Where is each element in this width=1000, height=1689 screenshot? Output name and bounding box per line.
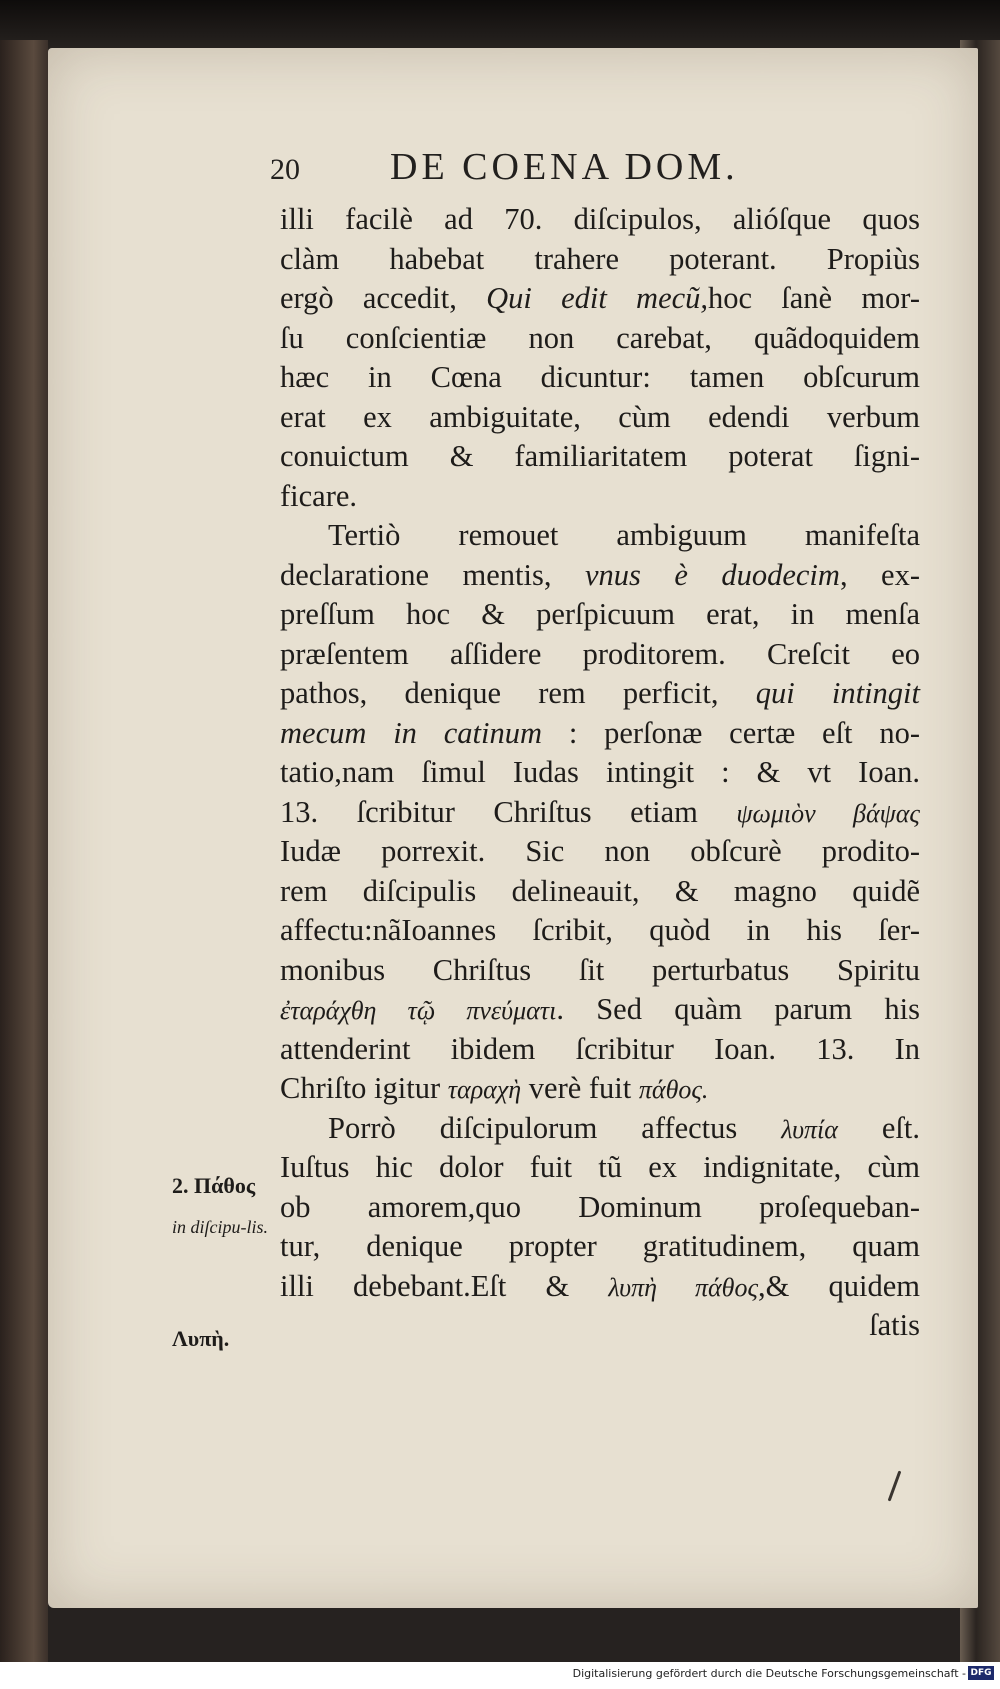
text-line: illi facilè ad 70. diſcipulos, alióſque quos (280, 202, 920, 236)
text-line (280, 279, 920, 319)
body-text (280, 200, 920, 1346)
text-line (280, 1069, 920, 1109)
text-segment: : perſonæ certæ eſt no- (542, 715, 920, 750)
text-line (280, 714, 920, 754)
dfg-logo-icon: DFG (968, 1666, 994, 1680)
text-segment: Chriſto igitur (280, 1071, 448, 1105)
text-line: hæc in Cœna dicuntur: tamen obſcurum (280, 360, 920, 394)
text-segment: ,& quidem (758, 1268, 920, 1303)
margin-note: 2. Πάθος (172, 1173, 256, 1198)
text-line (280, 1109, 920, 1149)
page-header (270, 145, 830, 195)
text-line: ob amorem,quo Dominum proſequeban- (280, 1189, 920, 1224)
text-line: ficare. (280, 478, 358, 513)
text-line: attenderint ibidem ſcribitur Ioan. 13. In (280, 1031, 920, 1066)
greek-phrase: λυπία (781, 1114, 838, 1144)
text-segment: ergò accedit, (280, 281, 487, 315)
greek-phrase: λυπὴ πάθος (608, 1272, 759, 1302)
text-line: ſu conſcientiæ non carebat, quãdoquidem (280, 320, 920, 355)
text-line: præſentem aſſidere proditorem. Creſcit eo (280, 636, 920, 671)
text-line: monibus Chriſtus ſit perturbatus Spiritu (280, 952, 920, 987)
text-line (280, 990, 920, 1030)
text-segment: , ex- (839, 557, 920, 592)
text-segment: illi debebant.Eſt & (280, 1268, 609, 1303)
running-title: DE COENA DOM. (390, 146, 739, 188)
greek-phrase: ψωμιὸν βάψας (736, 798, 920, 828)
text-line: Tertiò remouet ambiguum manifeſta (328, 518, 920, 552)
italic-phrase: qui intingit (755, 676, 920, 710)
text-segment: Porrò diſcipulorum affectus (328, 1110, 782, 1145)
text-line: erat ex ambiguitate, cùm edendi verbum (280, 399, 920, 434)
footer-bar (0, 1662, 1000, 1689)
text-segment: eſt. (837, 1110, 920, 1145)
text-line: preſſum hoc & perſpicuum erat, in menſa (280, 597, 920, 631)
book-left-edge (0, 40, 48, 1662)
text-line (280, 556, 920, 596)
text-line: affectu:nãIoannes ſcribit, quòd in his ſer- (280, 913, 920, 947)
text-line (280, 1267, 920, 1307)
text-line: tur, denique propter gratitudinem, quam (280, 1229, 920, 1263)
text-segment: hoc ſanè mor- (708, 281, 921, 315)
italic-phrase: vnus è duodecim (584, 557, 840, 592)
footer-credit: Digitalisierung gefördert durch die Deutsche Forschungsgemeinschaft - (572, 1667, 966, 1680)
text-segment: 13. ſcribitur Chriſtus etiam (280, 794, 737, 829)
text-line (280, 674, 920, 714)
greek-phrase: πάθος. (638, 1075, 709, 1104)
greek-phrase: ταραχὴ (447, 1075, 522, 1104)
text-line: Iudæ porrexit. Sic non obſcurè prodito- (280, 834, 920, 868)
text-line: clàm habebat trahere poterant. Propiùs (280, 241, 920, 276)
text-segment: pathos, denique rem perficit, (280, 676, 756, 710)
margin-note: in diſcipu-lis. (172, 1217, 268, 1237)
text-line: rem diſcipulis delineauit, & magno quidẽ (280, 873, 920, 908)
italic-phrase: Qui edit mecũ, (486, 281, 709, 315)
text-line: Iuſtus hic dolor fuit tũ ex indignitate, cùm (280, 1150, 920, 1184)
greek-phrase: ἐταράχθη τῷ πνεύματι (280, 996, 557, 1025)
text-segment: verè fuit (521, 1071, 639, 1105)
text-segment: declaratione mentis, (280, 557, 585, 592)
text-line: conuictum & familiaritatem poterat ſigni- (280, 439, 920, 473)
margin-note: Λυπὴ. (172, 1326, 230, 1351)
page-number: 20 (270, 153, 300, 186)
italic-phrase: mecum in catinum (280, 715, 542, 750)
catchword: ſatis (869, 1308, 920, 1342)
text-line: tatio,nam ſimul Iudas intingit : & vt Ioan. (280, 755, 920, 789)
scan-top-edge (0, 0, 1000, 55)
text-segment: . Sed quàm parum his (556, 992, 920, 1026)
text-line (280, 793, 920, 833)
